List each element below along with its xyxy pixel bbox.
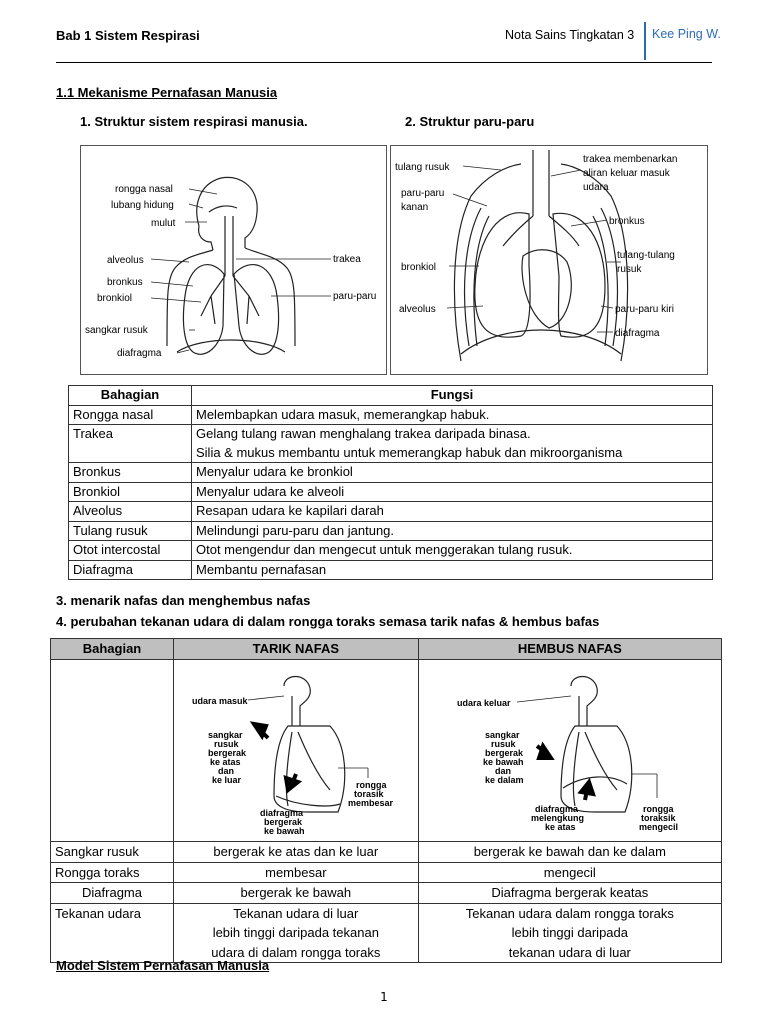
exhale-label-rib-3: bergerak <box>484 747 523 758</box>
table-row <box>69 502 713 522</box>
cell-line: Tekanan udara dalam rongga toraks <box>465 905 674 921</box>
inhale-label-udara: udara masuk <box>191 695 248 706</box>
subheading-lung-structure: 2. Struktur paru-paru <box>405 114 535 129</box>
exhale-label-rib-5: dan <box>494 765 511 776</box>
label-bronkus: bronkus <box>107 277 143 288</box>
inhale-label-rib-4: ke atas <box>209 756 241 767</box>
inhale-label-rib-6: ke luar <box>211 774 241 785</box>
cell-inhale: bergerak ke atas dan ke luar <box>174 842 419 863</box>
label-lubang-hidung: lubang hidung <box>111 200 174 211</box>
exhale-label-udara: udara keluar <box>456 697 511 708</box>
lung-structure-diagram <box>391 146 707 374</box>
label-trakea-1: trakea membenarkan <box>583 154 678 165</box>
exhale-label-rib-6: ke dalam <box>484 774 524 785</box>
label-bronkus: bronkus <box>609 216 645 227</box>
inhale-label-dia-3: ke bawah <box>263 825 305 836</box>
label-trakea-3: udara <box>583 182 609 193</box>
cell-function: Melindungi paru-paru dan jantung. <box>192 521 713 541</box>
exhale-label-rib-1: sangkar <box>484 729 520 740</box>
inhale-label-dia-2: bergerak <box>263 816 302 827</box>
table-row <box>69 425 713 463</box>
inhale-label-cav-2: torasik <box>353 788 384 799</box>
cell-part: Diafragma <box>51 883 174 904</box>
respiratory-system-figure <box>80 145 387 375</box>
exhale-label-dia-1: diafragma <box>534 803 578 814</box>
label-mulut: mulut <box>151 218 176 229</box>
cell-line: lebih tinggi daripada <box>511 925 628 940</box>
cell-inhale: membesar <box>174 862 419 883</box>
exhale-label-dia-3: ke atas <box>544 821 576 832</box>
table-row <box>51 903 722 963</box>
label-bronkiol: bronkiol <box>97 293 133 304</box>
cell-part: Rongga toraks <box>51 862 174 883</box>
inhale-label-cav-1: rongga <box>355 779 387 790</box>
header-hembus-nafas: HEMBUS NAFAS <box>418 639 721 660</box>
label-paru-paru: paru-paru <box>333 291 377 302</box>
label-rongga-nasal: rongga nasal <box>115 184 173 195</box>
page-number: 1 <box>380 990 388 1004</box>
cell-function: Menyalur udara ke alveoli <box>192 482 713 502</box>
cell-exhale <box>418 903 721 963</box>
header-bahagian: Bahagian <box>69 386 192 406</box>
cell-function-line: Silia & mukus membantu untuk memerangkap habuk dan mikroorganisma <box>196 444 623 460</box>
lung-structure-figure <box>390 145 708 375</box>
cell-function: Resapan udara ke kapilari darah <box>192 502 713 522</box>
exhale-label-dia-2: melengkung <box>530 812 584 823</box>
table-row <box>69 405 713 425</box>
inhale-label-dia-1: diafragma <box>259 807 303 818</box>
cell-part: Rongga nasal <box>69 405 192 425</box>
table-row <box>69 482 713 502</box>
cell-part: Alveolus <box>69 502 192 522</box>
label-paru-paru-kanan-2: kanan <box>401 202 429 213</box>
label-paru-paru-kanan-1: paru-paru <box>401 188 445 199</box>
table-row <box>51 842 722 863</box>
label-alveolus: alveolus <box>399 304 436 315</box>
cell-line: lebih tinggi daripada tekanan <box>212 925 379 940</box>
table-row <box>51 862 722 883</box>
label-tulang-rusuk: tulang rusuk <box>395 162 450 173</box>
header-fungsi: Fungsi <box>192 386 713 406</box>
subheading-respiratory-structure: 1. Struktur sistem respirasi manusia. <box>80 114 308 129</box>
exhale-label-cav-3: mengecil <box>638 821 678 832</box>
exhale-label-rib-4: ke bawah <box>482 756 524 767</box>
inhale-label-rib-1: sangkar <box>207 729 243 740</box>
empty-cell <box>51 659 174 842</box>
cell-line: tekanan udara di luar <box>508 944 631 960</box>
respiratory-system-diagram <box>81 146 386 374</box>
heading-pressure-change: 4. perubahan tekanan udara di dalam rongga toraks semasa tarik nafas & hembus bafas <box>56 614 600 629</box>
cell-part: Bronkus <box>69 463 192 483</box>
label-diafragma: diafragma <box>615 328 660 339</box>
cell-part: Trakea <box>69 425 192 463</box>
cell-part: Diafragma <box>69 560 192 580</box>
respiratory-parts-table <box>68 385 713 580</box>
exhale-diagram <box>435 666 705 836</box>
label-trakea-2: aliran keluar masuk <box>583 168 670 179</box>
section-title: 1.1 Mekanisme Pernafasan Manusia <box>56 85 278 100</box>
table-row <box>69 541 713 561</box>
table-row <box>69 463 713 483</box>
cell-inhale: bergerak ke bawah <box>174 883 419 904</box>
inhale-label-cav-3: membesar <box>347 797 393 808</box>
cell-part: Tulang rusuk <box>69 521 192 541</box>
cell-part: Otot intercostal <box>69 541 192 561</box>
label-sangkar-rusuk: sangkar rusuk <box>85 325 148 336</box>
cell-function-line: Gelang tulang rawan menghalang trakea daripada binasa. <box>196 426 531 441</box>
cell-line: Tekanan udara di luar <box>233 905 359 921</box>
label-tulang-tulang-1: tulang-tulang <box>617 250 675 261</box>
cell-function: Menyalur udara ke bronkiol <box>192 463 713 483</box>
figure-row <box>51 659 722 842</box>
table-row <box>69 521 713 541</box>
table-header-row <box>69 386 713 406</box>
label-paru-paru-kiri: paru-paru kiri <box>615 304 674 315</box>
inhale-diagram <box>188 666 404 836</box>
cell-function <box>192 425 713 463</box>
model-heading: Model Sistem Pernafasan Manusia <box>56 958 270 973</box>
inhale-label-rib-3: bergerak <box>207 747 246 758</box>
inhale-label-rib-5: dan <box>217 765 234 776</box>
header-rule <box>56 62 712 63</box>
exhale-figure-cell <box>418 659 721 842</box>
exhale-label-rib-2: rusuk <box>490 738 516 749</box>
label-alveolus: alveolus <box>107 255 144 266</box>
cell-function: Otot mengendur dan mengecut untuk menggerakan tulang rusuk. <box>192 541 713 561</box>
cell-exhale: Diafragma bergerak keatas <box>418 883 721 904</box>
heading-breathing: 3. menarik nafas dan menghembus nafas <box>56 593 311 608</box>
author-name: Kee Ping W. <box>652 27 721 41</box>
cell-inhale <box>174 903 419 963</box>
cell-line: udara di dalam rongga toraks <box>211 944 381 960</box>
breathing-comparison-table <box>50 638 722 963</box>
label-diafragma: diafragma <box>117 348 162 359</box>
cell-function: Membantu pernafasan <box>192 560 713 580</box>
header-tarik-nafas: TARIK NAFAS <box>174 639 419 660</box>
cell-exhale: mengecil <box>418 862 721 883</box>
chapter-title: Bab 1 Sistem Respirasi <box>56 28 200 43</box>
table-header-row <box>51 639 722 660</box>
exhale-label-cav-1: rongga <box>642 803 674 814</box>
cell-function: Melembapkan udara masuk, memerangkap habuk. <box>192 405 713 425</box>
label-bronkiol: bronkiol <box>401 262 437 273</box>
header-divider <box>644 22 646 60</box>
cell-part: Tekanan udara <box>51 903 174 963</box>
cell-exhale: bergerak ke bawah dan ke dalam <box>418 842 721 863</box>
cell-part: Sangkar rusuk <box>51 842 174 863</box>
cell-part: Bronkiol <box>69 482 192 502</box>
inhale-figure-cell <box>174 659 419 842</box>
subject-label: Nota Sains Tingkatan 3 <box>505 28 635 42</box>
header-bahagian: Bahagian <box>51 639 174 660</box>
label-tulang-tulang-2: rusuk <box>617 264 642 275</box>
inhale-label-rib-2: rusuk <box>213 738 239 749</box>
label-trakea: trakea <box>333 254 361 265</box>
table-row <box>69 560 713 580</box>
exhale-label-cav-2: toraksik <box>640 812 676 823</box>
table-row <box>51 883 722 904</box>
